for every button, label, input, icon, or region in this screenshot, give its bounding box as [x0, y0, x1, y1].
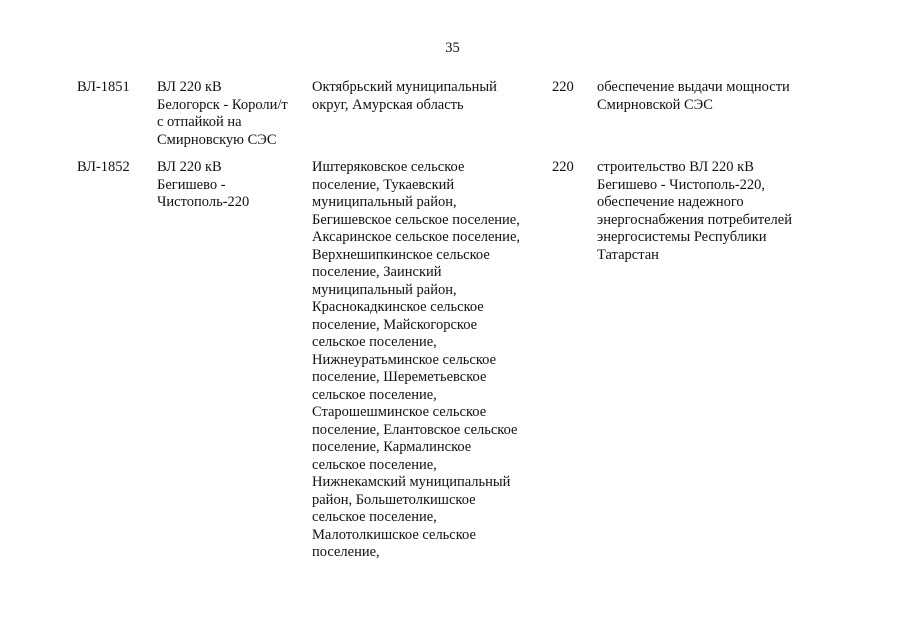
line-voltage: 220: [552, 79, 574, 95]
page-number: 35: [445, 40, 460, 56]
line-name: ВЛ 220 кВ Белогорск - Короли/т с отпайкой на Смирновскую СЭС: [157, 79, 288, 148]
line-id: ВЛ-1851: [77, 79, 130, 95]
line-name: ВЛ 220 кВ Бегишево - Чистополь-220: [157, 159, 250, 210]
line-voltage: 220: [552, 159, 574, 175]
line-id: ВЛ-1852: [77, 159, 130, 175]
line-location: Иштеряковское сельское поселение, Тукаевский муниципальный район, Бегишевское сельское поселение, Аксаринское сельское поселение, Верхнешипкинское сельское поселение, Заинский муниципальный район, Краснокадкинское сельское поселение, Майскогорское сельское поселение, Нижнеуратьминское сельское поселение, Шереметьевское сельское поселение, Старошешминское сельское поселение, Елантовское сельское поселение, Кармалинское сельское поселение, Нижнекамский муниципальный район, Большетолкишское сельское поселение, Малотолкишское сельское поселение,: [312, 159, 521, 560]
line-purpose: обеспечение выдачи мощности Смирновской СЭС: [597, 79, 790, 113]
line-location: Октябрьский муниципальный округ, Амурская область: [312, 79, 497, 113]
line-purpose: строительство ВЛ 220 кВ Бегишево - Чистополь-220, обеспечение надежного энергоснабжения потребителей энергосистемы Республики Татарстан: [597, 159, 792, 263]
